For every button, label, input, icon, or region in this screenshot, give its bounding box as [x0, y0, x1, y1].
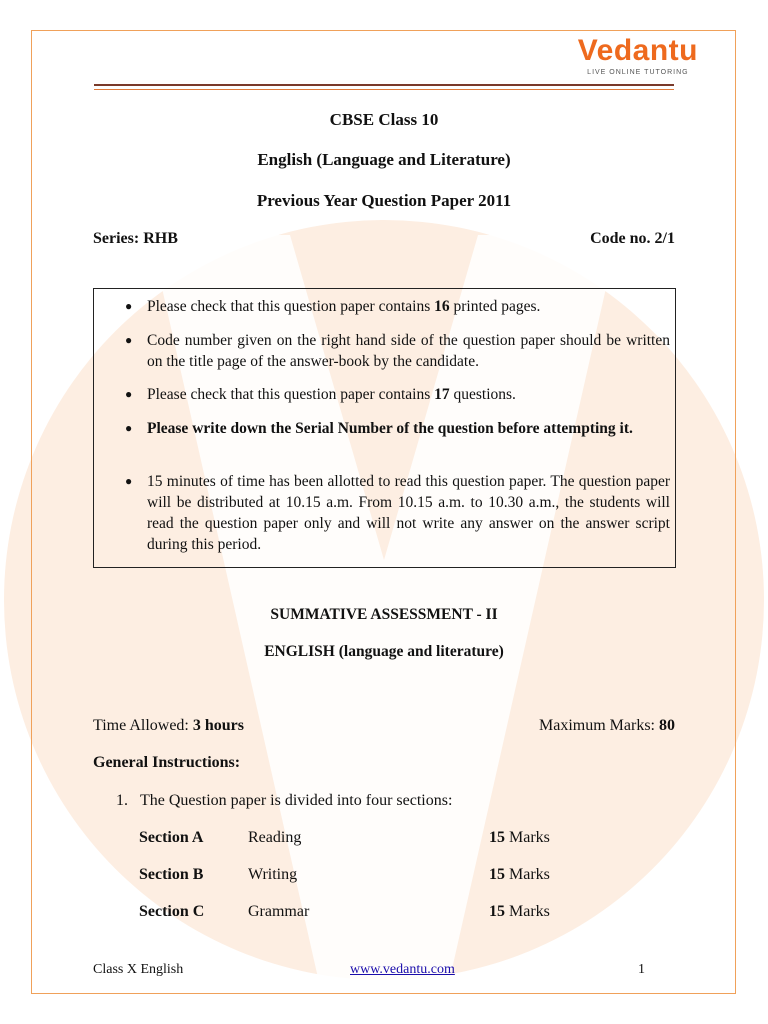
section-name: Section B — [139, 866, 204, 883]
maximum-marks: Maximum Marks: 80 — [539, 717, 675, 734]
bullet-icon: ● — [125, 421, 133, 435]
header-rule-thin — [94, 89, 674, 90]
section-marks: 15 Marks — [489, 866, 550, 883]
section-topic: Writing — [248, 866, 298, 883]
footer-website-link[interactable]: www.vedantu.com — [350, 962, 455, 977]
footer-left: Class X English — [93, 962, 184, 977]
title-class: CBSE Class 10 — [329, 110, 439, 129]
time-allowed: Time Allowed: 3 hours — [93, 717, 244, 734]
title-subject: English (Language and Literature) — [257, 150, 511, 169]
instruction-item: ● Code number given on the right hand side of the question paper should be written on the title page of the answer-book by the candidate. — [125, 332, 670, 370]
title-paper: Previous Year Question Paper 2011 — [256, 191, 512, 210]
section-topic: Grammar — [248, 903, 310, 920]
section-name: Section C — [139, 903, 205, 920]
instruction-item: ● 15 minutes of time has been allotted to read this question paper. The question paper will be distributed at 10.15 a.m. From 10.15 a.m. to 10.30 a.m., the students will read the question paper only and will not write any answer on the answer script during this period. — [125, 473, 670, 553]
header-rule-thick — [94, 84, 674, 86]
subject-title: ENGLISH (language and literature) — [264, 643, 504, 660]
logo-tagline: LIVE ONLINE TUTORING — [587, 69, 689, 76]
bullet-icon: ● — [125, 299, 133, 313]
logo-wordmark: Vedantu — [577, 34, 698, 67]
instruction-text: The Question paper is divided into four sections: — [140, 792, 453, 809]
bullet-icon: ● — [125, 333, 133, 347]
section-marks: 15 Marks — [489, 903, 550, 920]
instruction-item: ● Please check that this question paper contains 16 printed pages. — [125, 298, 541, 315]
series-label: Series: RHB — [93, 230, 178, 247]
instruction-number: 1. — [116, 792, 128, 809]
code-label: Code no. 2/1 — [590, 230, 675, 247]
vedantu-logo — [578, 34, 698, 76]
assessment-title: SUMMATIVE ASSESSMENT - II — [270, 606, 498, 623]
instruction-item: ● Please check that this question paper contains 17 questions. — [125, 386, 516, 403]
instruction-item: ● Please write down the Serial Number of the question before attempting it. — [125, 420, 633, 437]
bullet-icon: ● — [125, 474, 133, 488]
general-instructions-heading: General Instructions: — [93, 754, 241, 771]
section-marks: 15 Marks — [489, 829, 550, 846]
section-name: Section A — [139, 829, 204, 846]
bullet-icon: ● — [125, 387, 133, 401]
page-number: 1 — [638, 962, 645, 977]
section-topic: Reading — [248, 829, 302, 846]
